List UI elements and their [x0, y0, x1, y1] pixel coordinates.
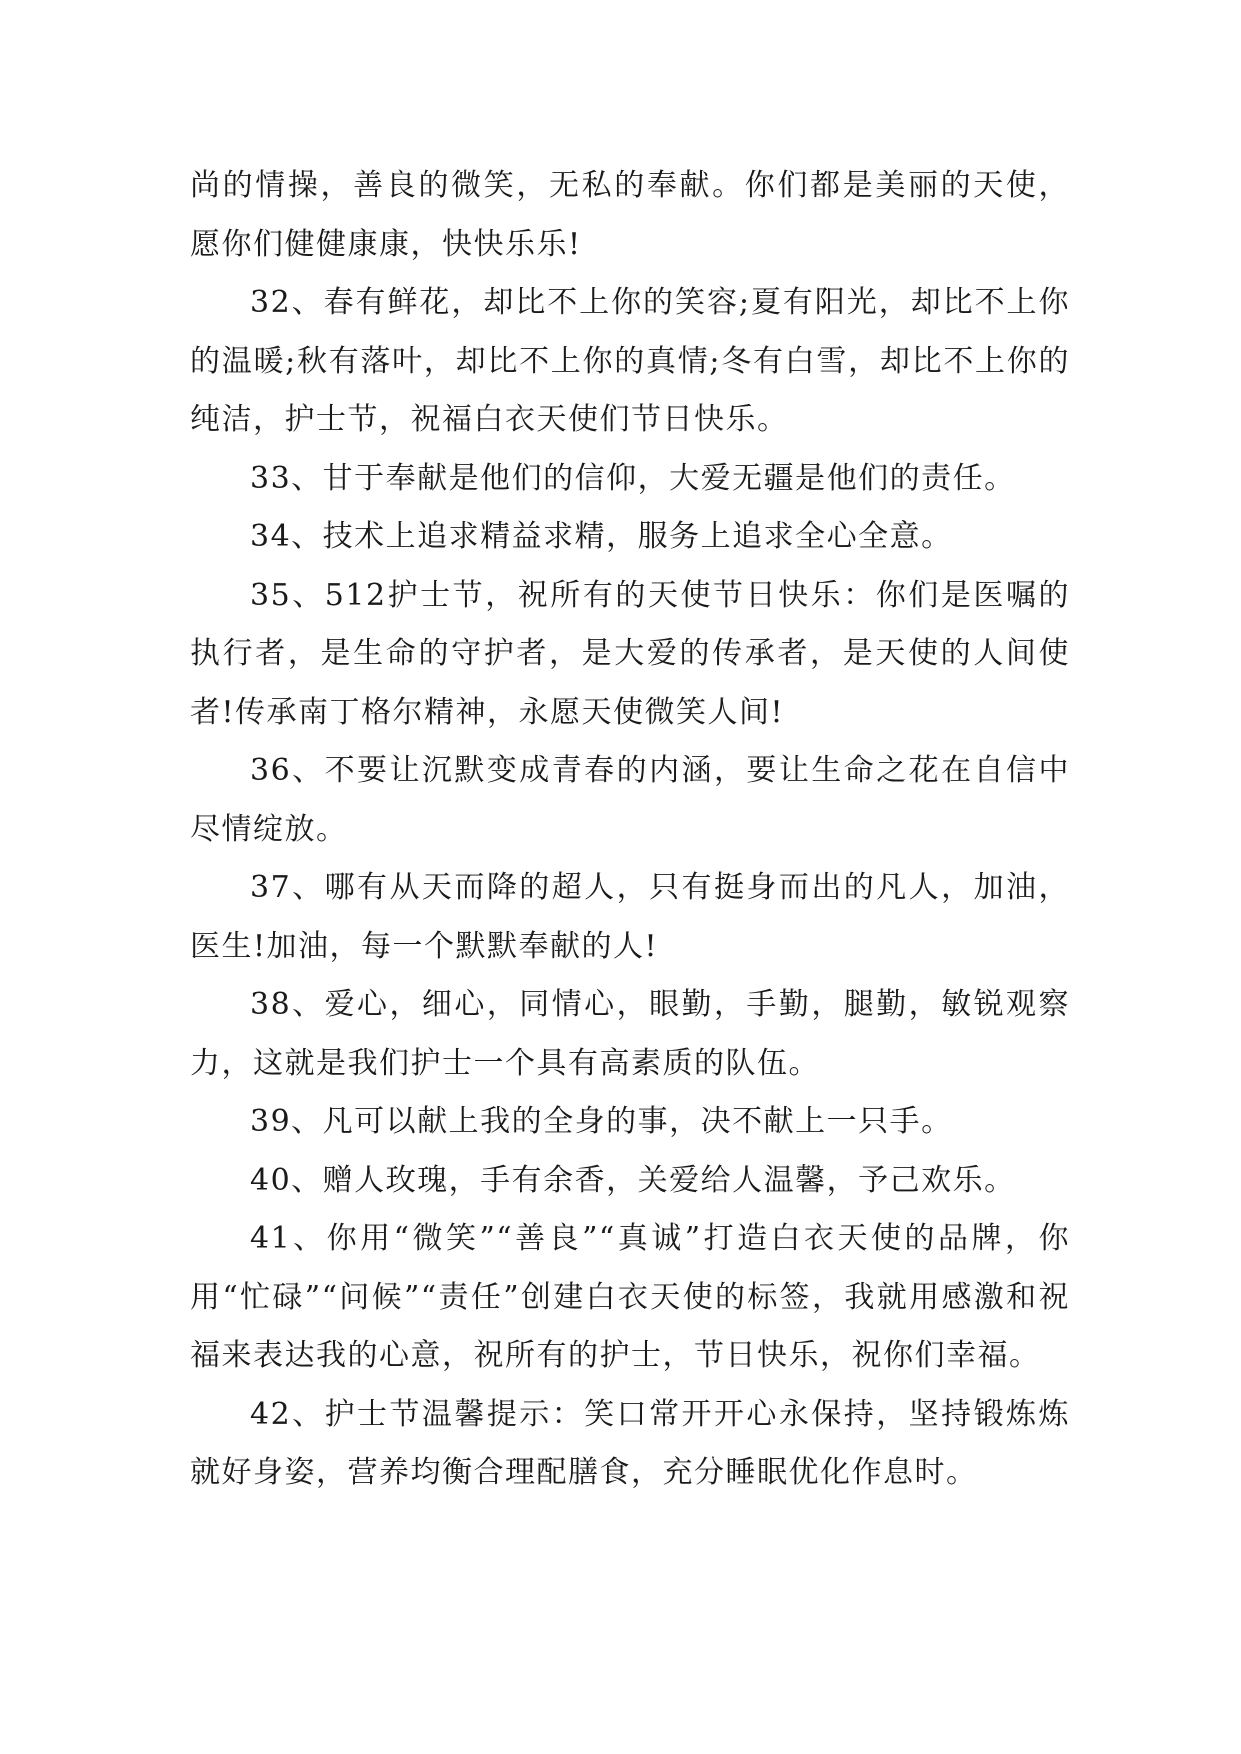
paragraph-39: 39、凡可以献上我的全身的事，决不献上一只手。	[250, 1104, 953, 1139]
paragraph-33: 33、甘于奉献是他们的信仰，大爱无疆是他们的责任。	[250, 460, 1016, 496]
paragraph-37: 37、哪有从天而降的超人，只有挺身而出的凡人，加油，医生!加油，每一个默默奉献的人!	[190, 870, 1070, 964]
paragraph-36: 36、不要让沉默变成青春的内涵，要让生命之花在自信中尽情绽放。	[190, 753, 1070, 847]
paragraph-38: 38、爱心，细心，同情心，眼勤，手勤，腿勤，敏锐观察力，这就是我们护士一个具有高素质的队伍。	[190, 987, 1070, 1081]
paragraph-34: 34、技术上追求精益求精，服务上追求全心全意。	[250, 519, 953, 554]
document-body	[190, 157, 1070, 1503]
paragraph-42: 42、护士节温馨提示：笑口常开开心永保持，坚持锻炼炼就好身姿，营养均衡合理配膳食，充分睡眠优化作息时。	[190, 1396, 1070, 1490]
paragraph-35: 35、512护士节，祝所有的天使节日快乐：你们是医嘱的执行者，是生命的守护者，是大爱的传承者，是天使的人间使者!传承南丁格尔精神，永愿天使微笑人间!	[190, 577, 1070, 730]
paragraph-32: 32、春有鲜花，却比不上你的笑容;夏有阳光，却比不上你的温暖;秋有落叶，却比不上你的真情;冬有白雪，却比不上你的纯洁，护士节，祝福白衣天使们节日快乐。	[190, 285, 1070, 437]
paragraph-31-continued: 尚的情操，善良的微笑，无私的奉献。你们都是美丽的天使，愿你们健健康康，快快乐乐!	[190, 168, 1070, 262]
paragraph-40: 40、赠人玫瑰，手有余香，关爱给人温馨，予己欢乐。	[250, 1162, 1016, 1198]
paragraph-41: 41、你用“微笑”“善良”“真诚”打造白衣天使的品牌，你用“忙碌”“问候”“责任”创建白衣天使的标签，我就用感激和祝福来表达我的心意，祝所有的护士，节日快乐，祝你们幸福。	[190, 1221, 1070, 1373]
